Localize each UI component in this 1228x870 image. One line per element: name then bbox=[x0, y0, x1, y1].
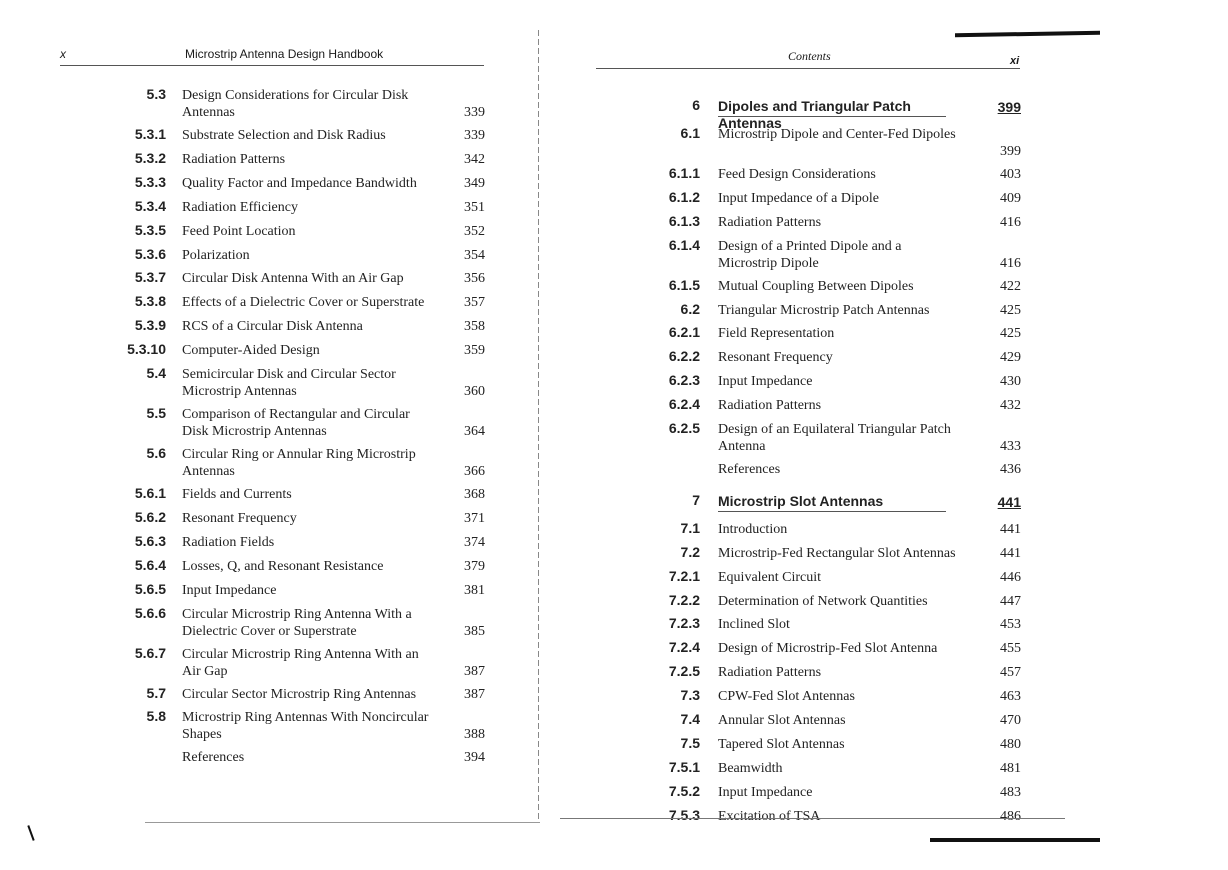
section-title: Design Considerations for Circular Disk Antennas bbox=[182, 88, 409, 120]
section-title: Field Representation bbox=[718, 326, 835, 342]
page-number: 356 bbox=[464, 271, 485, 287]
section-number: 5.3.7 bbox=[134, 269, 166, 286]
section-number: 7.5.1 bbox=[668, 758, 700, 775]
section-number: 5.3.2 bbox=[134, 149, 166, 166]
section-title: Determination of Network Quantities bbox=[718, 593, 928, 609]
section-title: Microstrip Ring Antennas With Noncircular Shapes bbox=[182, 710, 429, 743]
page-number: 432 bbox=[1000, 398, 1021, 414]
section-title: Microstrip-Fed Rectangular Slot Antennas bbox=[718, 545, 956, 561]
section-title: Circular Microstrip Ring Antenna With a Dielectric Cover or Superstrate bbox=[182, 606, 412, 639]
toc-list bbox=[0, 0, 540, 870]
section-number: 6.2.4 bbox=[668, 396, 700, 413]
page-number: 339 bbox=[464, 105, 485, 120]
page-number: 470 bbox=[1000, 713, 1021, 728]
section-number: 6.1.5 bbox=[668, 276, 700, 293]
right-page bbox=[540, 0, 1228, 870]
section-number: 7.2.3 bbox=[668, 615, 700, 632]
section-title: Radiation Patterns bbox=[182, 151, 286, 167]
page-number-marker: xi bbox=[1010, 55, 1020, 67]
page-number: 441 bbox=[997, 493, 1021, 510]
section-number: 7.2.4 bbox=[668, 639, 700, 656]
section-title: Radiation Patterns bbox=[718, 665, 822, 681]
section-number: 7.3 bbox=[680, 687, 700, 704]
section-number: 6.2.3 bbox=[668, 372, 700, 389]
page-number: 368 bbox=[464, 487, 485, 502]
section-title: Annular Slot Antennas bbox=[718, 713, 846, 728]
section-title: Comparison of Rectangular and Circular Disk Microstrip Antennas bbox=[182, 407, 410, 439]
section-title: Design of a Printed Dipole and a Microstrip Dipole bbox=[718, 238, 902, 271]
section-number: 7.4 bbox=[680, 711, 700, 727]
page-number: 446 bbox=[1000, 569, 1021, 585]
page-number: 364 bbox=[464, 424, 485, 439]
page-number: 394 bbox=[464, 750, 485, 766]
page-number: 374 bbox=[464, 534, 485, 550]
page-number: 342 bbox=[464, 151, 485, 167]
page-number: 388 bbox=[464, 727, 485, 743]
section-title: Input Impedance of a Dipole bbox=[718, 190, 879, 206]
page-number: 358 bbox=[464, 319, 485, 335]
section-number: 6.2.5 bbox=[668, 420, 700, 436]
section-title: Losses, Q, and Resonant Resistance bbox=[182, 558, 384, 574]
section-number: 7.2.1 bbox=[668, 567, 700, 584]
page-number: 371 bbox=[464, 510, 485, 526]
section-number: 5.4 bbox=[146, 365, 166, 381]
section-title: Radiation Patterns bbox=[718, 214, 822, 230]
page-number: 430 bbox=[1000, 374, 1021, 390]
page-number: 416 bbox=[1000, 255, 1021, 271]
section-number: 6.1.4 bbox=[668, 236, 700, 253]
page-number-marker: x bbox=[60, 47, 66, 61]
section-number: 7 bbox=[692, 491, 700, 508]
section-title: Circular Sector Microstrip Ring Antennas bbox=[182, 686, 417, 702]
section-title: Radiation Efficiency bbox=[182, 199, 298, 215]
section-title: Computer-Aided Design bbox=[182, 343, 320, 359]
page-number: 399 bbox=[1000, 143, 1021, 159]
section-number: 5.6.4 bbox=[134, 556, 166, 573]
section-number: 5.6 bbox=[146, 445, 166, 461]
page-number: 387 bbox=[464, 663, 485, 679]
chapter-rule bbox=[718, 511, 946, 512]
section-number: 5.3.9 bbox=[134, 317, 166, 334]
section-title: Equivalent Circuit bbox=[718, 569, 822, 585]
page-number: 379 bbox=[464, 558, 485, 574]
page-number: 453 bbox=[1000, 617, 1021, 633]
section-title: Dipoles and Triangular Patch Antennas bbox=[718, 98, 911, 131]
page-number: 381 bbox=[464, 582, 485, 598]
section-title: Input Impedance bbox=[718, 374, 813, 390]
section-title: Input Impedance bbox=[718, 784, 813, 800]
section-title: CPW-Fed Slot Antennas bbox=[718, 689, 855, 705]
section-number: 5.3.4 bbox=[134, 197, 166, 214]
section-title: Beamwidth bbox=[718, 760, 783, 776]
section-title: Circular Disk Antenna With an Air Gap bbox=[182, 271, 404, 287]
page-number: 436 bbox=[1000, 462, 1021, 477]
bottom-rule bbox=[560, 818, 1065, 819]
page-number: 441 bbox=[1000, 521, 1021, 537]
section-title: Radiation Fields bbox=[182, 534, 275, 550]
section-number: 5.6.3 bbox=[134, 532, 166, 549]
section-number: 5.6.1 bbox=[134, 485, 166, 501]
section-number: 5.3 bbox=[146, 86, 166, 102]
toc-list bbox=[540, 0, 1228, 870]
section-title: Microstrip Dipole and Center-Fed Dipoles bbox=[718, 126, 956, 142]
section-title: Semicircular Disk and Circular Sector Microstrip Antennas bbox=[182, 367, 396, 399]
page-number: 399 bbox=[997, 99, 1021, 115]
section-title: Effects of a Dielectric Cover or Superstrate bbox=[182, 295, 425, 311]
section-number: 7.5.3 bbox=[668, 806, 700, 823]
bottom-rule bbox=[145, 822, 540, 823]
section-title: Substrate Selection and Disk Radius bbox=[182, 128, 386, 143]
section-title: Circular Microstrip Ring Antenna With an Air Gap bbox=[182, 646, 419, 679]
section-title: Mutual Coupling Between Dipoles bbox=[718, 278, 914, 294]
section-title: References bbox=[718, 462, 781, 477]
page-number: 457 bbox=[1000, 665, 1021, 681]
section-number: 6 bbox=[692, 97, 700, 113]
page-number: 441 bbox=[1000, 545, 1021, 561]
section-number: 6.2.1 bbox=[668, 324, 700, 341]
section-number: 7.2.5 bbox=[668, 663, 700, 680]
page-number: 480 bbox=[1000, 736, 1021, 752]
section-number: 5.8 bbox=[146, 708, 166, 725]
section-title: Quality Factor and Impedance Bandwidth bbox=[182, 175, 417, 191]
section-title: RCS of a Circular Disk Antenna bbox=[182, 319, 363, 335]
section-title: Resonant Frequency bbox=[182, 510, 297, 526]
page-gutter bbox=[538, 30, 539, 820]
page-number: 403 bbox=[1000, 166, 1021, 182]
section-number: 7.1 bbox=[680, 519, 700, 536]
section-title: Design of an Equilateral Triangular Patch Antenna bbox=[718, 422, 951, 454]
left-page bbox=[0, 0, 540, 870]
section-number: 6.1 bbox=[680, 124, 700, 141]
page-number: 455 bbox=[1000, 641, 1021, 657]
section-title: Circular Ring or Annular Ring Microstrip Antennas bbox=[182, 447, 416, 479]
page-number: 352 bbox=[464, 223, 485, 239]
section-number: 6.1.3 bbox=[668, 212, 700, 229]
section-title: Triangular Microstrip Patch Antennas bbox=[718, 302, 930, 318]
page-number: 357 bbox=[464, 295, 485, 311]
section-title: Excitation of TSA bbox=[718, 808, 821, 824]
page-number: 387 bbox=[464, 686, 485, 702]
page-number: 351 bbox=[464, 199, 485, 215]
section-number: 7.5.2 bbox=[668, 782, 700, 799]
page-number: 429 bbox=[1000, 350, 1021, 366]
page-number: 339 bbox=[464, 128, 485, 143]
section-number: 5.3.10 bbox=[127, 341, 166, 358]
page-number: 483 bbox=[1000, 784, 1021, 800]
section-number: 5.3.8 bbox=[134, 293, 166, 310]
page-number: 409 bbox=[1000, 190, 1021, 206]
section-number: 5.7 bbox=[146, 684, 166, 701]
section-number: 5.6.5 bbox=[134, 580, 166, 597]
page-number: 422 bbox=[1000, 278, 1021, 294]
page-number: 359 bbox=[464, 343, 485, 359]
page-number: 360 bbox=[464, 384, 485, 399]
section-number: 5.6.6 bbox=[134, 604, 166, 621]
chapter-rule bbox=[718, 116, 946, 117]
section-title: References bbox=[182, 750, 245, 766]
page-number: 425 bbox=[1000, 326, 1021, 342]
section-number: 5.5 bbox=[146, 405, 166, 421]
section-number: 5.3.1 bbox=[134, 126, 166, 142]
section-title: Feed Design Considerations bbox=[718, 166, 876, 182]
page-number: 366 bbox=[464, 464, 485, 479]
section-number: 6.2.2 bbox=[668, 348, 700, 365]
section-number: 7.2 bbox=[680, 543, 700, 560]
section-title: Input Impedance bbox=[182, 582, 277, 598]
section-title: Design of Microstrip-Fed Slot Antenna bbox=[718, 641, 938, 657]
section-title: Resonant Frequency bbox=[718, 350, 833, 366]
page-number: 416 bbox=[1000, 214, 1021, 230]
section-number: 5.3.3 bbox=[134, 173, 166, 190]
section-title: Microstrip Slot Antennas bbox=[718, 492, 884, 509]
section-title: Tapered Slot Antennas bbox=[718, 736, 845, 752]
page-number: 481 bbox=[1000, 760, 1021, 776]
section-title: Radiation Patterns bbox=[718, 398, 822, 414]
section-title: Polarization bbox=[182, 247, 250, 263]
section-number: 6.1.1 bbox=[668, 164, 700, 181]
page-number: 433 bbox=[1000, 439, 1021, 454]
section-title: Feed Point Location bbox=[182, 223, 296, 239]
section-title: Introduction bbox=[718, 521, 788, 537]
running-title: Microstrip Antenna Design Handbook bbox=[185, 47, 384, 61]
scan-edge-mark bbox=[930, 838, 1100, 842]
page-number: 354 bbox=[464, 247, 485, 263]
page-number: 463 bbox=[1000, 689, 1021, 705]
section-number: 5.3.5 bbox=[134, 221, 166, 238]
page-number: 486 bbox=[1000, 808, 1021, 824]
page-number: 385 bbox=[464, 623, 485, 639]
section-number: 7.5 bbox=[680, 734, 700, 751]
section-number: 5.6.2 bbox=[134, 508, 166, 525]
section-number: 6.2 bbox=[680, 300, 700, 317]
section-title: Inclined Slot bbox=[718, 617, 790, 633]
page-number: 349 bbox=[464, 175, 485, 191]
page-number: 425 bbox=[1000, 302, 1021, 318]
running-title: Contents bbox=[788, 49, 831, 63]
section-number: 5.3.6 bbox=[134, 245, 166, 262]
page-number: 447 bbox=[1000, 593, 1021, 609]
section-number: 6.1.2 bbox=[668, 188, 700, 205]
section-title: Fields and Currents bbox=[182, 487, 292, 502]
section-number: 7.2.2 bbox=[668, 591, 700, 608]
section-number: 5.6.7 bbox=[134, 644, 166, 661]
